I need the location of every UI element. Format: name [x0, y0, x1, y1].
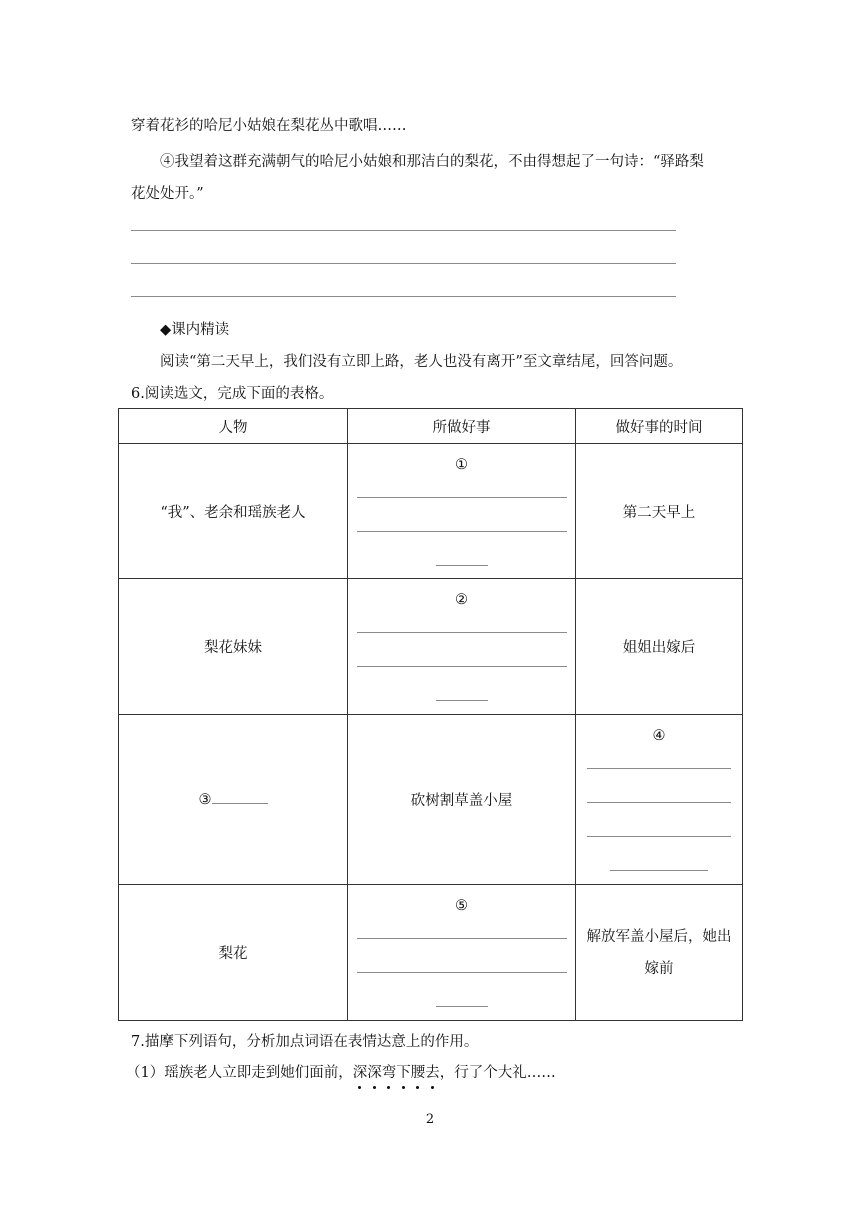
- table-header-row: [119, 409, 743, 444]
- answer-blank[interactable]: [436, 1006, 488, 1007]
- answer-blank[interactable]: [357, 938, 567, 939]
- answer-marker: ③: [198, 791, 212, 808]
- deed-cell: 砍树割草盖小屋: [348, 715, 576, 885]
- table-row: [119, 885, 743, 1021]
- item-text: （1）瑶族老人立即走到她们面前，: [126, 1065, 353, 1081]
- header-deed: 所做好事: [348, 409, 576, 444]
- answer-blank[interactable]: [357, 531, 567, 532]
- time-cell: 第二天早上: [576, 444, 743, 579]
- time-answer-cell[interactable]: [576, 715, 743, 885]
- time-cell: [576, 885, 743, 1021]
- answer-marker: ④: [652, 728, 666, 744]
- deed-answer-cell[interactable]: [348, 444, 576, 579]
- dotted-char: 腰: [411, 1061, 426, 1082]
- answer-blank[interactable]: [587, 836, 731, 837]
- person-answer-cell[interactable]: [119, 715, 348, 885]
- person-cell: 梨花: [119, 885, 348, 1021]
- passage-line-2: ④我望着这群充满朝气的哈尼小姑娘和那洁白的梨花，不由得想起了一句诗：“驿路梨: [160, 154, 704, 170]
- answer-marker: ②: [455, 592, 468, 608]
- answer-blank[interactable]: [357, 972, 567, 973]
- question-7-item-1: [126, 1061, 556, 1082]
- dotted-char: 去: [425, 1061, 440, 1082]
- passage-line-1: 穿着花衫的哈尼小姑娘在梨花丛中歌唱……: [131, 118, 407, 134]
- dotted-char: 深: [367, 1061, 382, 1082]
- person-cell: 梨花妹妹: [119, 579, 348, 715]
- dotted-char: 下: [396, 1061, 411, 1082]
- answer-blank[interactable]: [587, 802, 731, 803]
- answer-blank[interactable]: [357, 666, 567, 667]
- answer-blank[interactable]: [436, 700, 488, 701]
- question-6-prompt: 6.阅读选文，完成下面的表格。: [131, 386, 334, 402]
- answer-blank[interactable]: [357, 632, 567, 633]
- table-row: [119, 579, 743, 715]
- deed-answer-cell[interactable]: [348, 885, 576, 1021]
- answer-line[interactable]: [131, 230, 676, 231]
- answer-line[interactable]: [131, 296, 676, 297]
- answer-table: [118, 408, 743, 1021]
- item-text: ，行了个大礼……: [439, 1065, 556, 1081]
- reading-instruction: 阅读“第二天早上，我们没有立即上路，老人也没有离开”至文章结尾，回答问题。: [160, 354, 683, 370]
- header-time: 做好事的时间: [576, 409, 743, 444]
- answer-blank[interactable]: [212, 803, 268, 804]
- dotted-char: 深: [353, 1061, 368, 1082]
- answer-blank[interactable]: [610, 870, 708, 871]
- table-row: [119, 444, 743, 579]
- answer-blank[interactable]: [357, 497, 567, 498]
- answer-line[interactable]: [131, 263, 676, 264]
- passage-line-3: 花处处开。”: [131, 186, 204, 202]
- answer-blank[interactable]: [436, 565, 488, 566]
- table-row: [119, 715, 743, 885]
- header-person: 人物: [119, 409, 348, 444]
- answer-marker: ①: [455, 456, 468, 473]
- answer-marker: ⑤: [455, 898, 468, 914]
- section-heading: ◆课内精读: [160, 322, 230, 338]
- answer-blank[interactable]: [587, 768, 731, 769]
- page-number: 2: [425, 1112, 435, 1127]
- deed-answer-cell[interactable]: [348, 579, 576, 715]
- person-cell: “我”、老余和瑶族老人: [119, 444, 348, 579]
- question-7-prompt: 7.描摩下列语句，分析加点词语在表情达意上的作用。: [131, 1034, 479, 1050]
- time-cell: 姐姐出嫁后: [576, 579, 743, 715]
- time-line: 解放军盖小屋后，她出: [586, 928, 732, 945]
- dotted-char: 弯: [382, 1061, 397, 1082]
- time-line: 嫁前: [644, 960, 674, 977]
